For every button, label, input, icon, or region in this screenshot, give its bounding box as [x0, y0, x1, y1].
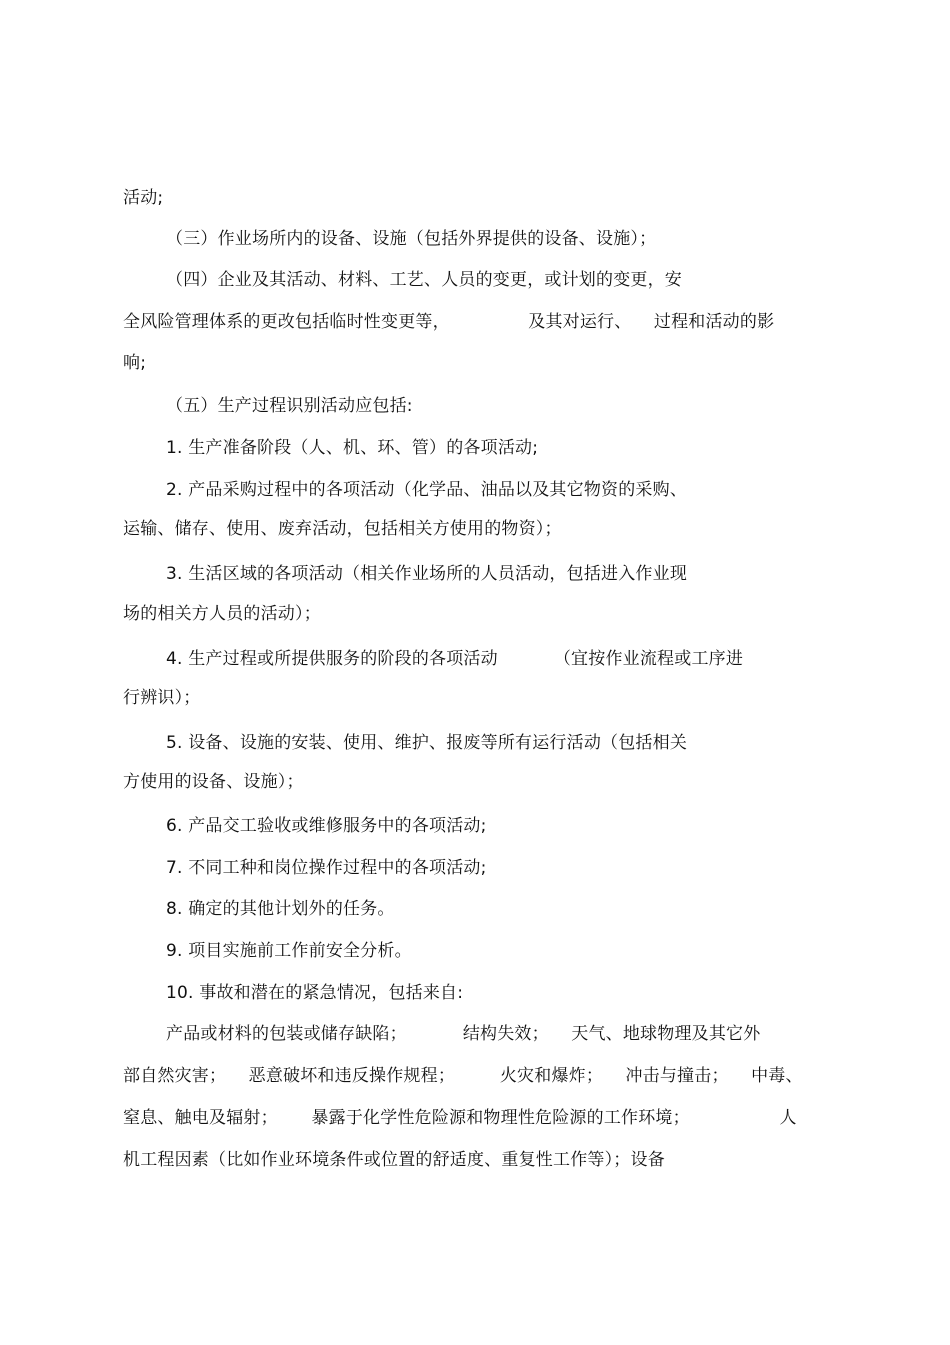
- text-line-12: 4. 生产过程或所提供服务的阶段的各项活动 （宜按作业流程或工序进: [166, 649, 744, 669]
- text-line-19: 9. 项目实施前工作前安全分析。: [166, 941, 412, 961]
- text-line-3: （四）企业及其活动、材料、工艺、人员的变更，或计划的变更，安: [166, 270, 682, 290]
- text-line-16: 6. 产品交工验收或维修服务中的各项活动;: [166, 816, 487, 836]
- text-line-7: 1. 生产准备阶段（人、机、环、管）的各项活动;: [166, 438, 539, 458]
- text-line-20: 10. 事故和潜在的紧急情况，包括来自:: [166, 983, 464, 1003]
- text-line-2: （三）作业场所内的设备、设施（包括外界提供的设备、设施）；: [166, 229, 657, 249]
- text-line-15: 方使用的设备、设施）；: [123, 772, 304, 792]
- text-line-9: 运输、储存、使用、废弃活动，包括相关方使用的物资）；: [123, 519, 562, 539]
- text-line-21: 产品或材料的包装或储存缺陷； 结构失效； 天气、地球物理及其它外: [166, 1024, 761, 1044]
- text-line-17: 7. 不同工种和岗位操作过程中的各项活动;: [166, 858, 487, 878]
- text-line-14: 5. 设备、设施的安装、使用、维护、报废等所有运行活动（包括相关: [166, 733, 688, 753]
- text-line-22: 部自然灾害； 恶意破坏和违反操作规程； 火灾和爆炸； 冲击与撞击； 中毒、: [123, 1066, 803, 1086]
- text-line-4: 全风险管理体系的更改包括临时性变更等， 及其对运行、 过程和活动的影: [123, 312, 775, 332]
- text-line-5: 响;: [123, 353, 147, 373]
- text-line-11: 场的相关方人员的活动）；: [123, 604, 321, 624]
- text-line-8: 2. 产品采购过程中的各项活动（化学品、油品以及其它物资的采购、: [166, 480, 688, 500]
- text-line-1: 活动;: [123, 188, 164, 208]
- text-line-10: 3. 生活区域的各项活动（相关作业场所的人员活动，包括进入作业现: [166, 564, 688, 584]
- text-line-23: 窒息、触电及辐射； 暴露于化学性危险源和物理性危险源的工作环境； 人: [123, 1108, 797, 1128]
- text-line-13: 行辨识）；: [123, 688, 201, 708]
- text-line-24: 机工程因素（比如作业环境条件或位置的舒适度、重复性工作等）；设备: [123, 1150, 665, 1170]
- text-line-18: 8. 确定的其他计划外的任务。: [166, 899, 395, 919]
- text-line-6: （五）生产过程识别活动应包括:: [166, 396, 413, 416]
